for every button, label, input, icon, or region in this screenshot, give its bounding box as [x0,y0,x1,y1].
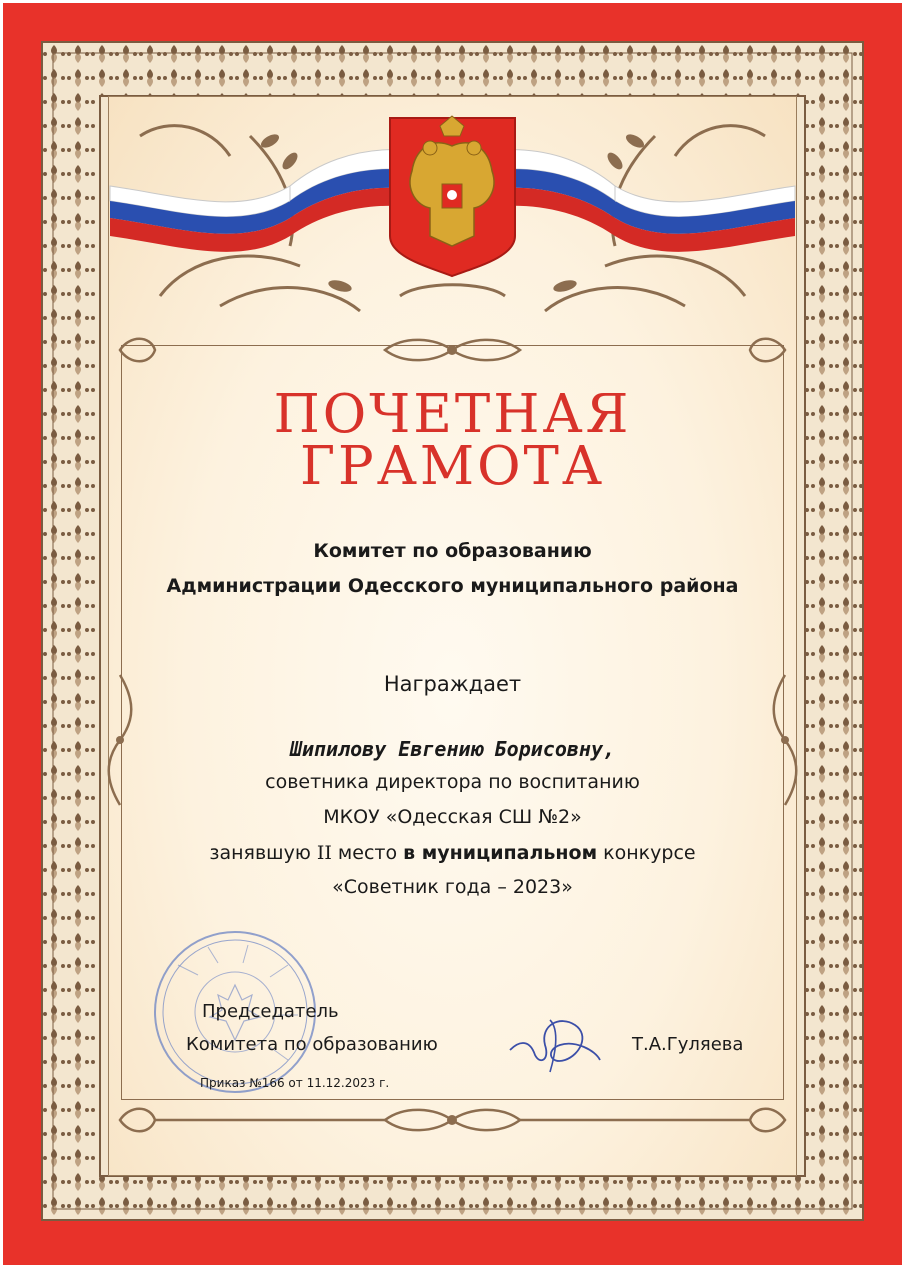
achievement-mid: место [331,842,404,864]
contest-name: «Советник года – 2023» [332,876,573,898]
signer-name: Т.А.Гуляева [632,1034,744,1055]
recipient-school: МКОУ «Одесская СШ №2» [323,806,582,828]
upper-divider-ornament [115,330,790,370]
lower-divider-ornament [115,1100,790,1140]
certificate-title-line1: ПОЧЕТНАЯ [273,384,632,445]
handwritten-signature-icon [505,1010,605,1080]
recipient-name: Шипилову Евгению Борисовну, [289,737,616,761]
signer-title-line1: Председатель [202,1001,339,1022]
recipient-position: советника директора по воспитанию [265,771,640,793]
issuer-line2: Администрации Одесского муниципального района [166,575,739,597]
achievement-pre: занявшую [209,842,317,864]
achievement-bold: в муниципальном [403,842,598,864]
achievement-place: II [316,842,332,864]
issuer-line1: Комитет по образованию [313,540,592,562]
order-note: Приказ №166 от 11.12.2023 г. [200,1076,390,1090]
signer-title-line2: Комитета по образованию [186,1034,438,1055]
scroll-ornament-icon [220,285,685,311]
double-headed-eagle-icon [390,116,515,276]
achievement-line [0,842,905,864]
certificate-title-line2: ГРАМОТА [299,436,606,497]
achievement-post: конкурсе [597,842,696,864]
awards-label: Награждает [383,672,522,696]
header-artwork [100,96,805,326]
